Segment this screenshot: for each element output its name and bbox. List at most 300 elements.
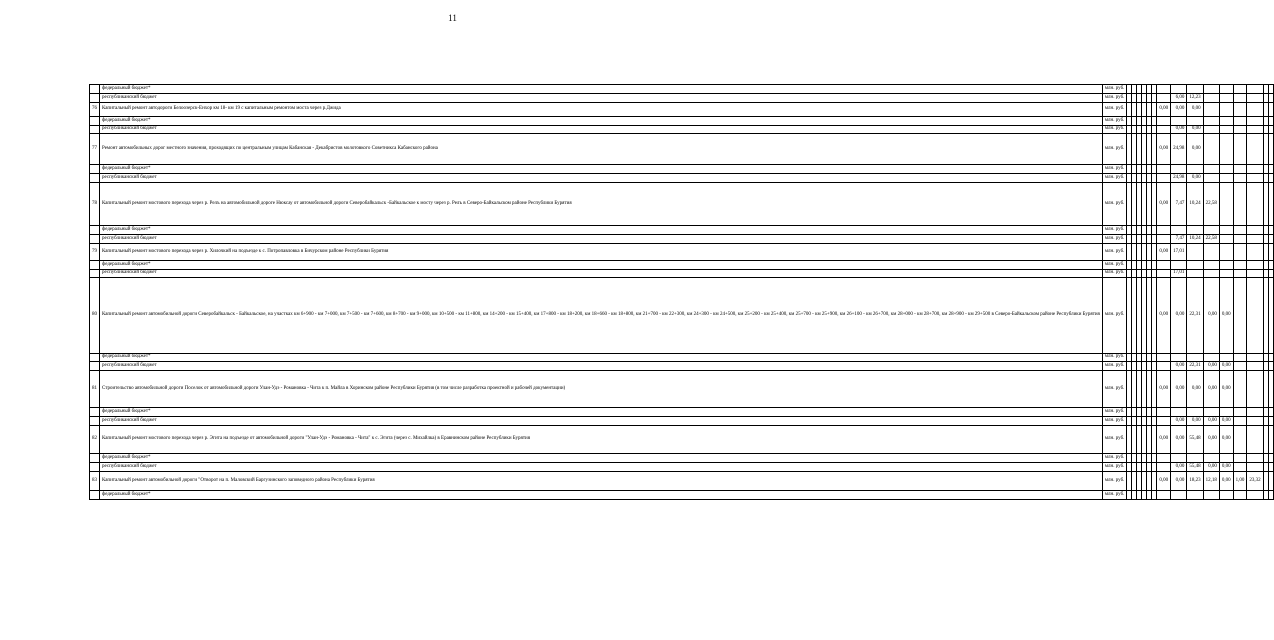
- empty-cell: [1233, 426, 1247, 454]
- table-row: [90, 362, 1274, 371]
- value-cell: 23,32: [1247, 472, 1263, 491]
- row-number-cell: 76: [90, 103, 100, 117]
- empty-cell: [1247, 278, 1263, 354]
- unit-cell: млн. руб.: [1102, 117, 1127, 126]
- value-cell: [1187, 165, 1203, 174]
- value-cell: 24,98: [1171, 134, 1187, 165]
- value-cell: [1203, 270, 1219, 278]
- value-cell: [1157, 126, 1171, 134]
- empty-cell: [1233, 85, 1247, 94]
- empty-cell: [1233, 408, 1247, 417]
- empty-cell: [1268, 491, 1273, 500]
- value-cell: [1171, 226, 1187, 235]
- table-row: [90, 183, 1274, 226]
- empty-cell: [1233, 354, 1247, 362]
- value-cell: [1219, 491, 1233, 500]
- empty-cell: [1268, 472, 1273, 491]
- table-row: [90, 278, 1274, 354]
- value-cell: 0,00: [1187, 126, 1203, 134]
- table-row: [90, 472, 1274, 491]
- row-number-cell: 81: [90, 371, 100, 408]
- empty-cell: [1247, 354, 1263, 362]
- row-number-cell: [90, 417, 100, 426]
- empty-cell: [1268, 417, 1273, 426]
- value-cell: [1157, 408, 1171, 417]
- value-cell: [1219, 235, 1233, 244]
- empty-cell: [1268, 354, 1273, 362]
- empty-cell: [1247, 463, 1263, 472]
- unit-cell: млн. руб.: [1102, 417, 1127, 426]
- unit-cell: млн. руб.: [1102, 244, 1127, 261]
- value-cell: 0,00: [1219, 278, 1233, 354]
- empty-cell: [1268, 94, 1273, 103]
- row-number-cell: [90, 126, 100, 134]
- value-cell: 0,00: [1187, 174, 1203, 183]
- empty-cell: [1233, 165, 1247, 174]
- table-row: [90, 126, 1274, 134]
- unit-cell: млн. руб.: [1102, 126, 1127, 134]
- empty-cell: [1247, 408, 1263, 417]
- empty-cell: [1247, 270, 1263, 278]
- table-row: [90, 165, 1274, 174]
- unit-cell: млн. руб.: [1102, 426, 1127, 454]
- empty-cell: [1268, 278, 1273, 354]
- empty-cell: [1233, 94, 1247, 103]
- value-cell: 0,00: [1157, 426, 1171, 454]
- value-cell: 0,00: [1171, 426, 1187, 454]
- value-cell: 0,00: [1157, 244, 1171, 261]
- value-cell: 0,00: [1157, 103, 1171, 117]
- value-cell: [1157, 362, 1171, 371]
- description-cell: республиканский бюджет: [100, 417, 1103, 426]
- unit-cell: млн. руб.: [1102, 134, 1127, 165]
- value-cell: [1157, 235, 1171, 244]
- empty-cell: [1247, 134, 1263, 165]
- value-cell: [1187, 354, 1203, 362]
- empty-cell: [1233, 278, 1247, 354]
- empty-cell: [1233, 491, 1247, 500]
- empty-cell: [1268, 261, 1273, 270]
- value-cell: 0,00: [1157, 183, 1171, 226]
- row-number-cell: [90, 94, 100, 103]
- table-row: [90, 94, 1274, 103]
- table-row: [90, 354, 1274, 362]
- value-cell: 10,24: [1187, 183, 1203, 226]
- value-cell: 10,24: [1187, 235, 1203, 244]
- unit-cell: млн. руб.: [1102, 183, 1127, 226]
- value-cell: [1219, 270, 1233, 278]
- description-cell: федеральный бюджет*: [100, 354, 1103, 362]
- value-cell: [1187, 261, 1203, 270]
- table-row: [90, 174, 1274, 183]
- description-cell: Капитальный ремонт автомобильной дороги "Отворот на п. Маловский Баргузинского заповедного района Республики Бурятия: [100, 472, 1103, 491]
- empty-cell: [1247, 183, 1263, 226]
- value-cell: 0,00: [1157, 472, 1171, 491]
- empty-cell: [1247, 426, 1263, 454]
- empty-cell: [1268, 183, 1273, 226]
- row-number-cell: [90, 270, 100, 278]
- value-cell: [1203, 454, 1219, 463]
- table-row: [90, 226, 1274, 235]
- value-cell: [1171, 261, 1187, 270]
- unit-cell: млн. руб.: [1102, 226, 1127, 235]
- value-cell: [1171, 408, 1187, 417]
- table-row: [90, 417, 1274, 426]
- value-cell: 0,00: [1187, 371, 1203, 408]
- description-cell: республиканский бюджет: [100, 270, 1103, 278]
- value-cell: 0,00: [1171, 463, 1187, 472]
- description-cell: федеральный бюджет*: [100, 85, 1103, 94]
- value-cell: [1219, 408, 1233, 417]
- value-cell: [1157, 165, 1171, 174]
- table-row: [90, 491, 1274, 500]
- empty-cell: [1268, 134, 1273, 165]
- unit-cell: млн. руб.: [1102, 103, 1127, 117]
- empty-cell: [1247, 103, 1263, 117]
- description-cell: республиканский бюджет: [100, 126, 1103, 134]
- empty-cell: [1233, 362, 1247, 371]
- value-cell: 18,23: [1187, 472, 1203, 491]
- empty-cell: [1233, 463, 1247, 472]
- value-cell: [1203, 103, 1219, 117]
- value-cell: [1203, 174, 1219, 183]
- empty-cell: [1233, 126, 1247, 134]
- value-cell: 0,00: [1203, 371, 1219, 408]
- empty-cell: [1247, 174, 1263, 183]
- value-cell: 0,00: [1171, 126, 1187, 134]
- value-cell: [1171, 491, 1187, 500]
- value-cell: [1187, 454, 1203, 463]
- value-cell: 0,00: [1187, 417, 1203, 426]
- value-cell: [1157, 174, 1171, 183]
- unit-cell: млн. руб.: [1102, 278, 1127, 354]
- unit-cell: млн. руб.: [1102, 174, 1127, 183]
- value-cell: [1203, 165, 1219, 174]
- value-cell: [1171, 354, 1187, 362]
- description-cell: федеральный бюджет*: [100, 454, 1103, 463]
- empty-cell: [1268, 463, 1273, 472]
- empty-cell: [1268, 270, 1273, 278]
- value-cell: [1219, 226, 1233, 235]
- empty-cell: [1247, 85, 1263, 94]
- empty-cell: [1247, 362, 1263, 371]
- empty-cell: [1233, 226, 1247, 235]
- empty-cell: [1233, 454, 1247, 463]
- empty-cell: [1268, 117, 1273, 126]
- row-number-cell: [90, 174, 100, 183]
- empty-cell: [1268, 226, 1273, 235]
- empty-cell: [1268, 454, 1273, 463]
- empty-cell: [1268, 85, 1273, 94]
- empty-cell: [1233, 103, 1247, 117]
- row-number-cell: [90, 85, 100, 94]
- row-number-cell: 78: [90, 183, 100, 226]
- table-row: [90, 85, 1274, 94]
- description-cell: республиканский бюджет: [100, 463, 1103, 472]
- row-number-cell: [90, 491, 100, 500]
- value-cell: 17,01: [1171, 244, 1187, 261]
- value-cell: [1219, 354, 1233, 362]
- table-row: [90, 244, 1274, 261]
- value-cell: [1203, 94, 1219, 103]
- description-cell: республиканский бюджет: [100, 235, 1103, 244]
- description-cell: Ремонт автомобильных дорог местного значения, проходящих по центральным улицам Кабанская - Декабристов молотовкого Советникса Кабанского района: [100, 134, 1103, 165]
- value-cell: [1219, 244, 1233, 261]
- value-cell: [1187, 244, 1203, 261]
- empty-cell: [1268, 174, 1273, 183]
- value-cell: 22,31: [1187, 278, 1203, 354]
- value-cell: 0,00: [1203, 463, 1219, 472]
- value-cell: [1219, 134, 1233, 165]
- value-cell: [1203, 126, 1219, 134]
- empty-cell: [1247, 126, 1263, 134]
- row-number-cell: 77: [90, 134, 100, 165]
- value-cell: 24,98: [1171, 174, 1187, 183]
- value-cell: [1187, 117, 1203, 126]
- unit-cell: млн. руб.: [1102, 235, 1127, 244]
- value-cell: [1171, 165, 1187, 174]
- unit-cell: млн. руб.: [1102, 85, 1127, 94]
- unit-cell: млн. руб.: [1102, 491, 1127, 500]
- value-cell: 0,00: [1203, 417, 1219, 426]
- empty-cell: [1268, 408, 1273, 417]
- description-cell: Строительство автомобильной дороги Поселок от автомобильной дороги Улан-Удэ - Романовка - Чита к п. Майла в Хоринском районе Республики Бурятия (в том числе разработка проектной и рабочей документации): [100, 371, 1103, 408]
- table-row: [90, 103, 1274, 117]
- value-cell: [1203, 226, 1219, 235]
- value-cell: 55,48: [1187, 426, 1203, 454]
- value-cell: 0,00: [1157, 371, 1171, 408]
- description-cell: Капитальный ремонт мостового перехода через р. Хилочкий на подъезде к с. Потропавловка в Бичурском районе Республики Бурятия: [100, 244, 1103, 261]
- empty-cell: [1233, 235, 1247, 244]
- description-cell: федеральный бюджет*: [100, 165, 1103, 174]
- empty-cell: [1233, 244, 1247, 261]
- value-cell: [1171, 85, 1187, 94]
- empty-cell: [1247, 261, 1263, 270]
- value-cell: [1219, 126, 1233, 134]
- value-cell: 0,00: [1219, 426, 1233, 454]
- table-row: [90, 261, 1274, 270]
- table-row: [90, 117, 1274, 126]
- value-cell: 22,31: [1187, 362, 1203, 371]
- row-number-cell: 80: [90, 278, 100, 354]
- value-cell: [1187, 85, 1203, 94]
- value-cell: [1157, 117, 1171, 126]
- value-cell: [1219, 183, 1233, 226]
- table-row: [90, 270, 1274, 278]
- value-cell: 12,23: [1187, 94, 1203, 103]
- value-cell: 0,00: [1203, 362, 1219, 371]
- unit-cell: млн. руб.: [1102, 454, 1127, 463]
- unit-cell: млн. руб.: [1102, 354, 1127, 362]
- empty-cell: [1233, 261, 1247, 270]
- description-cell: федеральный бюджет*: [100, 261, 1103, 270]
- empty-cell: [1247, 417, 1263, 426]
- value-cell: [1157, 454, 1171, 463]
- value-cell: [1157, 491, 1171, 500]
- value-cell: [1157, 85, 1171, 94]
- value-cell: [1187, 491, 1203, 500]
- row-number-cell: [90, 354, 100, 362]
- unit-cell: млн. руб.: [1102, 463, 1127, 472]
- description-cell: федеральный бюджет*: [100, 117, 1103, 126]
- row-number-cell: [90, 454, 100, 463]
- empty-cell: [1233, 117, 1247, 126]
- value-cell: 0,00: [1171, 472, 1187, 491]
- row-number-cell: 79: [90, 244, 100, 261]
- empty-cell: [1268, 165, 1273, 174]
- description-cell: Капитальный ремонт мостового перехода через р. Эгита на подъезде от автомобильной дороги "Улан-Удэ - Романовка - Чита" к с. Эгита (через с. Михайлка) в Еравнинском районе Республики Бурятия: [100, 426, 1103, 454]
- unit-cell: млн. руб.: [1102, 94, 1127, 103]
- table-row: [90, 235, 1274, 244]
- value-cell: 0,00: [1219, 472, 1233, 491]
- value-cell: 7,47: [1171, 183, 1187, 226]
- table-row: [90, 371, 1274, 408]
- description-cell: Капитальный ремонт автодороги Белоозерск-Енхор км 18- км 19 с капитальным ремонтом моста через р.Джида: [100, 103, 1103, 117]
- unit-cell: млн. руб.: [1102, 472, 1127, 491]
- empty-cell: [1233, 183, 1247, 226]
- value-cell: [1203, 408, 1219, 417]
- value-cell: [1171, 117, 1187, 126]
- value-cell: 0,00: [1157, 278, 1171, 354]
- value-cell: [1157, 354, 1171, 362]
- value-cell: [1219, 85, 1233, 94]
- value-cell: 0,00: [1219, 463, 1233, 472]
- value-cell: 0,00: [1171, 371, 1187, 408]
- value-cell: [1203, 244, 1219, 261]
- empty-cell: [1233, 371, 1247, 408]
- empty-cell: [1233, 174, 1247, 183]
- value-cell: 0,00: [1219, 362, 1233, 371]
- empty-cell: [1247, 235, 1263, 244]
- unit-cell: млн. руб.: [1102, 362, 1127, 371]
- value-cell: [1203, 85, 1219, 94]
- value-cell: [1157, 463, 1171, 472]
- table-row: [90, 408, 1274, 417]
- budget-table: [89, 84, 1274, 500]
- value-cell: [1157, 261, 1171, 270]
- description-cell: республиканский бюджет: [100, 174, 1103, 183]
- empty-cell: [1247, 244, 1263, 261]
- empty-cell: [1247, 226, 1263, 235]
- value-cell: [1219, 94, 1233, 103]
- empty-cell: [1247, 94, 1263, 103]
- value-cell: 0,00: [1171, 103, 1187, 117]
- row-number-cell: [90, 463, 100, 472]
- value-cell: 17,01: [1171, 270, 1187, 278]
- empty-cell: [1247, 117, 1263, 126]
- row-number-cell: [90, 235, 100, 244]
- row-number-cell: [90, 362, 100, 371]
- unit-cell: млн. руб.: [1102, 165, 1127, 174]
- description-cell: республиканский бюджет: [100, 94, 1103, 103]
- unit-cell: млн. руб.: [1102, 270, 1127, 278]
- row-number-cell: [90, 117, 100, 126]
- description-cell: федеральный бюджет*: [100, 408, 1103, 417]
- value-cell: 0,00: [1219, 371, 1233, 408]
- value-cell: [1219, 261, 1233, 270]
- value-cell: [1187, 408, 1203, 417]
- value-cell: [1219, 454, 1233, 463]
- value-cell: [1203, 134, 1219, 165]
- unit-cell: млн. руб.: [1102, 408, 1127, 417]
- value-cell: 0,00: [1171, 278, 1187, 354]
- value-cell: 0,00: [1171, 417, 1187, 426]
- value-cell: [1157, 94, 1171, 103]
- empty-cell: [1247, 371, 1263, 408]
- value-cell: [1219, 174, 1233, 183]
- empty-cell: [1268, 426, 1273, 454]
- row-number-cell: [90, 261, 100, 270]
- value-cell: 7,47: [1171, 235, 1187, 244]
- description-cell: Капитальный ремонт мостового перехода через р. Релъ на автомобильной дороге Нюксау от автомобильной дороги Северобайкальск -Байкальское к мосту через р. Релъ в Северо-Байкальском районе Республики Бурятия: [100, 183, 1103, 226]
- description-cell: Капитальный ремонт автомобильной дороги Северобайкальск - Байкальское, на участках км 6+900 - км 7+000, км 7+500 - км 7+600, км 8+700 - км 9+000, км 10+500 - км 11+800, км 14+200 - км 15+400, км 17+800 - км 18+200, км 18+660 - км 18+800, км 21+700 - км 22+300, км 24+300 - км 24+500, км 25+200 - км 25+400, км 25+700 - км 25+900, км 26+100 - км 26+700, км 28+000 - км 28+700, км 28+900 - км 29+500 в Северо-Байкальском районе Республики Бурятия: [100, 278, 1103, 354]
- value-cell: 22,58: [1203, 183, 1219, 226]
- description-cell: федеральный бюджет*: [100, 226, 1103, 235]
- value-cell: 55,48: [1187, 463, 1203, 472]
- value-cell: [1203, 491, 1219, 500]
- value-cell: [1219, 117, 1233, 126]
- empty-cell: [1233, 270, 1247, 278]
- value-cell: 0,00: [1187, 103, 1203, 117]
- empty-cell: [1247, 491, 1263, 500]
- value-cell: [1219, 103, 1233, 117]
- empty-cell: [1268, 371, 1273, 408]
- value-cell: [1203, 261, 1219, 270]
- value-cell: [1219, 165, 1233, 174]
- value-cell: 22,58: [1203, 235, 1219, 244]
- value-cell: 0,00: [1187, 134, 1203, 165]
- value-cell: 12,18: [1203, 472, 1219, 491]
- value-cell: [1157, 226, 1171, 235]
- unit-cell: млн. руб.: [1102, 371, 1127, 408]
- row-number-cell: [90, 408, 100, 417]
- value-cell: 1,00: [1233, 472, 1247, 491]
- empty-cell: [1268, 126, 1273, 134]
- empty-cell: [1268, 235, 1273, 244]
- description-cell: федеральный бюджет*: [100, 491, 1103, 500]
- table-row: [90, 426, 1274, 454]
- empty-cell: [1268, 244, 1273, 261]
- unit-cell: млн. руб.: [1102, 261, 1127, 270]
- table-row: [90, 134, 1274, 165]
- table-row: [90, 463, 1274, 472]
- row-number-cell: [90, 226, 100, 235]
- row-number-cell: 82: [90, 426, 100, 454]
- page-number: 11: [448, 13, 457, 23]
- value-cell: 0,00: [1171, 362, 1187, 371]
- row-number-cell: 83: [90, 472, 100, 491]
- value-cell: 6,00: [1171, 94, 1187, 103]
- value-cell: [1203, 354, 1219, 362]
- value-cell: 0,00: [1219, 417, 1233, 426]
- row-number-cell: [90, 165, 100, 174]
- value-cell: [1187, 226, 1203, 235]
- description-cell: республиканский бюджет: [100, 362, 1103, 371]
- empty-cell: [1233, 134, 1247, 165]
- empty-cell: [1247, 165, 1263, 174]
- table-row: [90, 454, 1274, 463]
- empty-cell: [1268, 103, 1273, 117]
- value-cell: 0,00: [1203, 426, 1219, 454]
- value-cell: [1171, 454, 1187, 463]
- empty-cell: [1268, 362, 1273, 371]
- value-cell: 0,00: [1203, 278, 1219, 354]
- value-cell: [1187, 270, 1203, 278]
- value-cell: [1203, 117, 1219, 126]
- value-cell: [1157, 270, 1171, 278]
- empty-cell: [1233, 417, 1247, 426]
- value-cell: 0,00: [1157, 134, 1171, 165]
